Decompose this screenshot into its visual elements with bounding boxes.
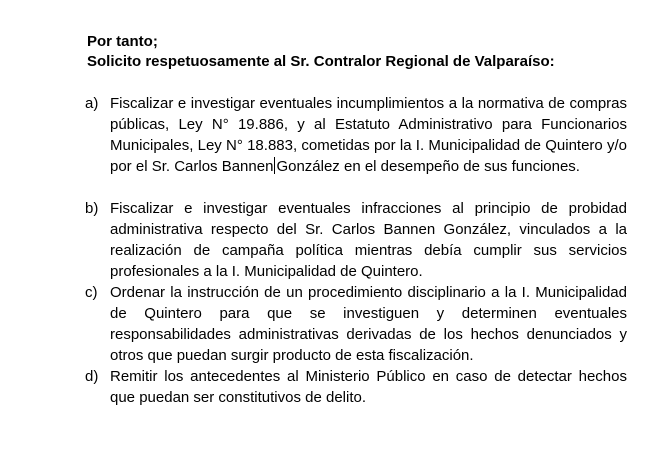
list-marker: c)	[85, 284, 98, 301]
list-item-a	[85, 93, 627, 177]
list-item-d	[85, 366, 627, 408]
list-item-text: Ordenar la instrucción de un procedimiento disciplinario a la I. Municipalidad de Quintero para que se investiguen y determinen eventuales responsabilidades administrativas derivadas de los hechos denunciados y otros que puedan surgir producto de esta fiscalización.	[110, 284, 627, 364]
list-item-c	[85, 282, 627, 366]
list-marker: b)	[85, 200, 99, 217]
list-item-text: Remitir los antecedentes al Ministerio Público en caso de detectar hechos que puedan ser constitutivos de delito.	[110, 368, 627, 406]
list-item-text: Fiscalizar e investigar eventuales infracciones al principio de probidad administrativa respecto del Sr. Carlos Bannen González, vinculados a la realización de campaña política mientras debía cumplir sus servicios profesionales a la I. Municipalidad de Quintero.	[110, 200, 627, 280]
list-marker: a)	[85, 95, 99, 112]
list-marker: d)	[85, 368, 99, 385]
request-heading: Solicito respetuosamente al Sr. Contralor Regional de Valparaíso:	[87, 53, 555, 70]
list-item-text-part: Fiscalizar e investigar eventuales incumplimientos a la normativa de compras públicas, Ley N° 19.886, y al Estatuto Administrativo para Funcionarios Municipales, Ley N° 18.883, cometidas por la I. Municipalidad de Quintero y/o por el Sr. Carlos Bannen	[110, 95, 627, 175]
list-item-text	[110, 93, 627, 177]
list-item-b	[85, 198, 627, 282]
closing-heading: Por tanto;	[87, 33, 158, 50]
list-item-text-part: González en el desempeño de sus funciones.	[276, 158, 580, 175]
